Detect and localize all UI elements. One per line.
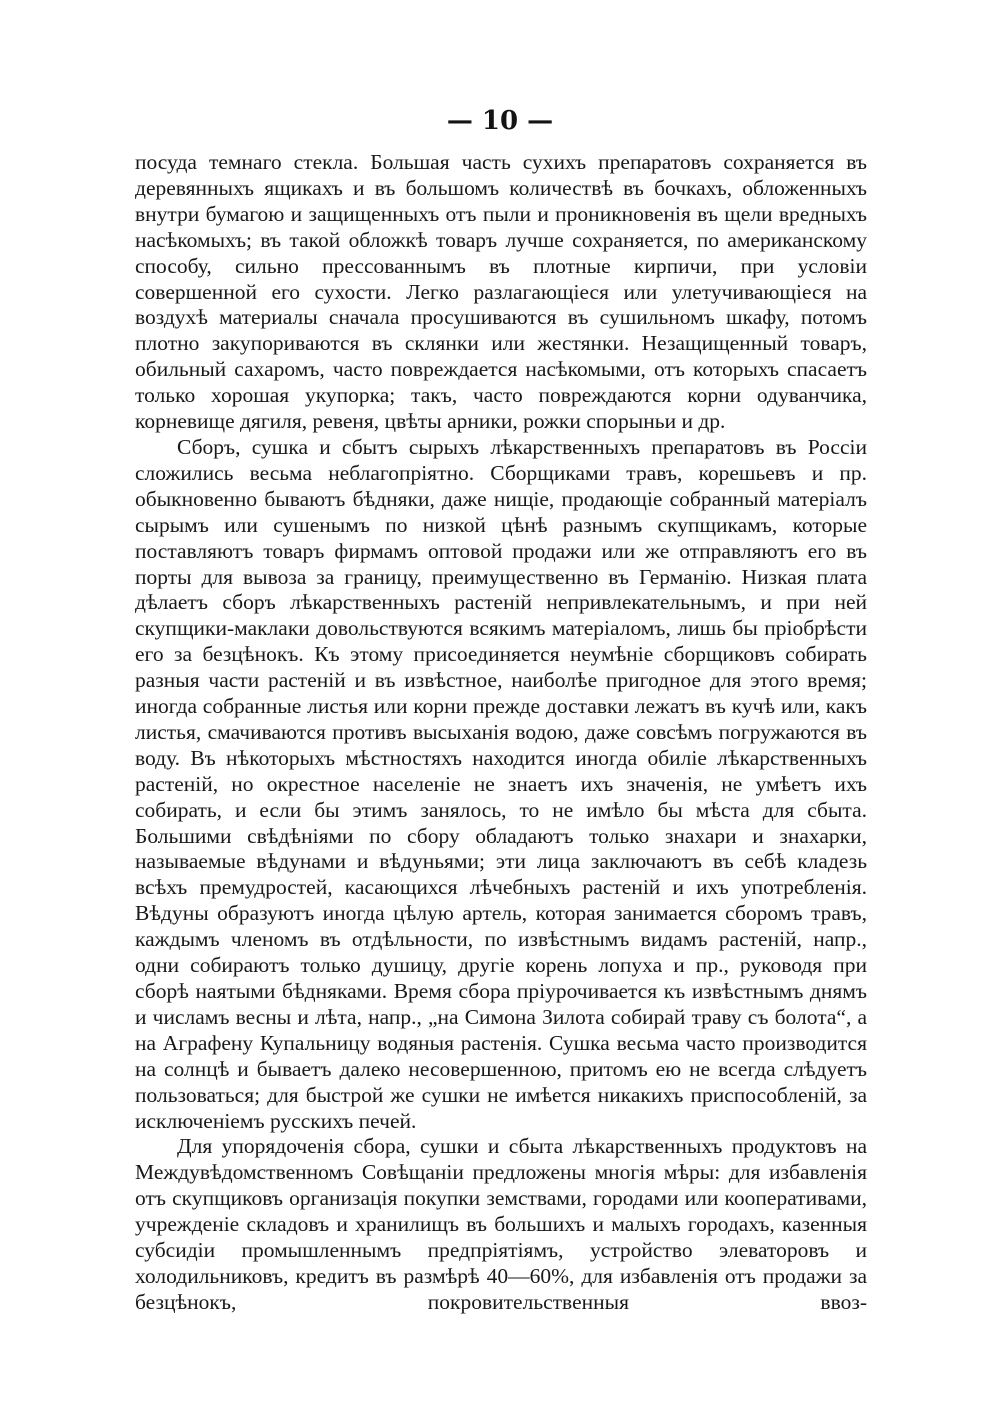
paragraph-storage: посуда темнаго стекла. Большая часть сухихъ препаратовъ сохраняется въ деревянныхъ ящикахъ и въ большомъ количествѣ въ бочкахъ, обложенныхъ внутри бумагою и защищенныхъ отъ пыли и проникновенія въ щели вредныхъ насѣкомыхъ; въ такой обложкѣ товаръ лучше сохраняется, по американскому способу, сильно прессованнымъ въ плотные кирпичи, при условіи совершенной его сухости. Легко разлагающіеся или улетучивающіеся на воздухѣ материалы сначала просушиваются въ сушильномъ шкафу, потомъ плотно закупориваются въ склянки или жестянки. Незащищенный товаръ, обильный сахаромъ, часто повреждается насѣкомыми, отъ которыхъ спасаетъ только хорошая укупорка; такъ, часто повреждаются корни одуванчика, корневище дягиля, ревеня, цвѣты арники, рожки спорыньи и др. (135, 150, 867, 434)
paragraph-collection: Сборъ, сушка и сбытъ сырыхъ лѣкарственныхъ препаратовъ въ Россіи сложились весьма неблагопріятно. Сборщиками травъ, корешьевъ и пр. обыкновенно бываютъ бѣдняки, даже нищіе, продающіе собранный матеріалъ сырымъ или сушенымъ по низкой цѣнѣ разнымъ скупщикамъ, которые поставляютъ товаръ фирмамъ оптовой продажи или же отправляютъ его въ порты для вывоза за границу, преимущественно въ Германію. Низкая плата дѣлаетъ сборъ лѣкарственныхъ растеній непривлекательнымъ, и при ней скупщики-маклаки довольствуются всякимъ матеріаломъ, лишь бы пріобрѣсти его за безцѣнокъ. Къ этому присоединяется неумѣніе сборщиковъ собирать разныя части растеній и въ извѣстное, наиболѣе пригодное для этого время; иногда собранные листья или корни прежде доставки лежатъ въ кучѣ или, какъ листья, смачиваются противъ высыханія водою, даже совсѣмъ погружаются въ воду. Въ нѣкоторыхъ мѣстностяхъ находится иногда обиліе лѣкарственныхъ растеній, но окрестное населеніе не знаетъ ихъ значенія, не умѣетъ ихъ собирать, и если бы этимъ занялось, то не имѣло бы мѣста для сбыта. Большими свѣдѣніями по сбору обладаютъ только знахари и знахарки, называемые вѣдунами и вѣдуньями; эти лица заключаютъ въ себѣ кладезь всѣхъ премудростей, касающихся лѣчебныхъ растеній и ихъ употребленія. Вѣдуны образуютъ иногда цѣлую артель, которая занимается сборомъ травъ, каждымъ членомъ въ отдѣльности, по извѣстнымъ видамъ растеній, напр., одни собираютъ только душицу, другіе корень лопуха и пр., руководя при сборѣ наятыми бѣдняками. Время сбора пріурочивается къ извѣстнымъ днямъ и числамъ весны и лѣта, напр., „на Симона Зилота собирай траву съ болота“, а на Аграфену Купальницу водяныя растенія. Сушка весьма часто производится на солнцѣ и бываетъ далеко несовершенною, притомъ ею не всегда слѣдуетъ пользоваться; для быстрой же сушки не имѣется никакихъ приспособленій, за исключеніемъ русскихъ печей. (135, 434, 867, 1133)
page-number: — 10 — (446, 106, 554, 136)
body-text (135, 150, 867, 1316)
paragraph-measures: Для упорядоченія сбора, сушки и сбыта лѣкарственныхъ продуктовъ на Междувѣдомственномъ Совѣщаніи предложены многія мѣры: для избавленія отъ скупщиковъ организація покупки земствами, городами или кооперативами, учрежденіе складовъ и хранилищъ въ большихъ и малыхъ городахъ, казенныя субсидіи промышленнымъ предпріятіямъ, устройство элеваторовъ и холодильниковъ, кредитъ въ размѣрѣ 40—60%, для избавленія отъ продажи за безцѣнокъ, покровительственныя ввоз- (135, 1134, 867, 1314)
